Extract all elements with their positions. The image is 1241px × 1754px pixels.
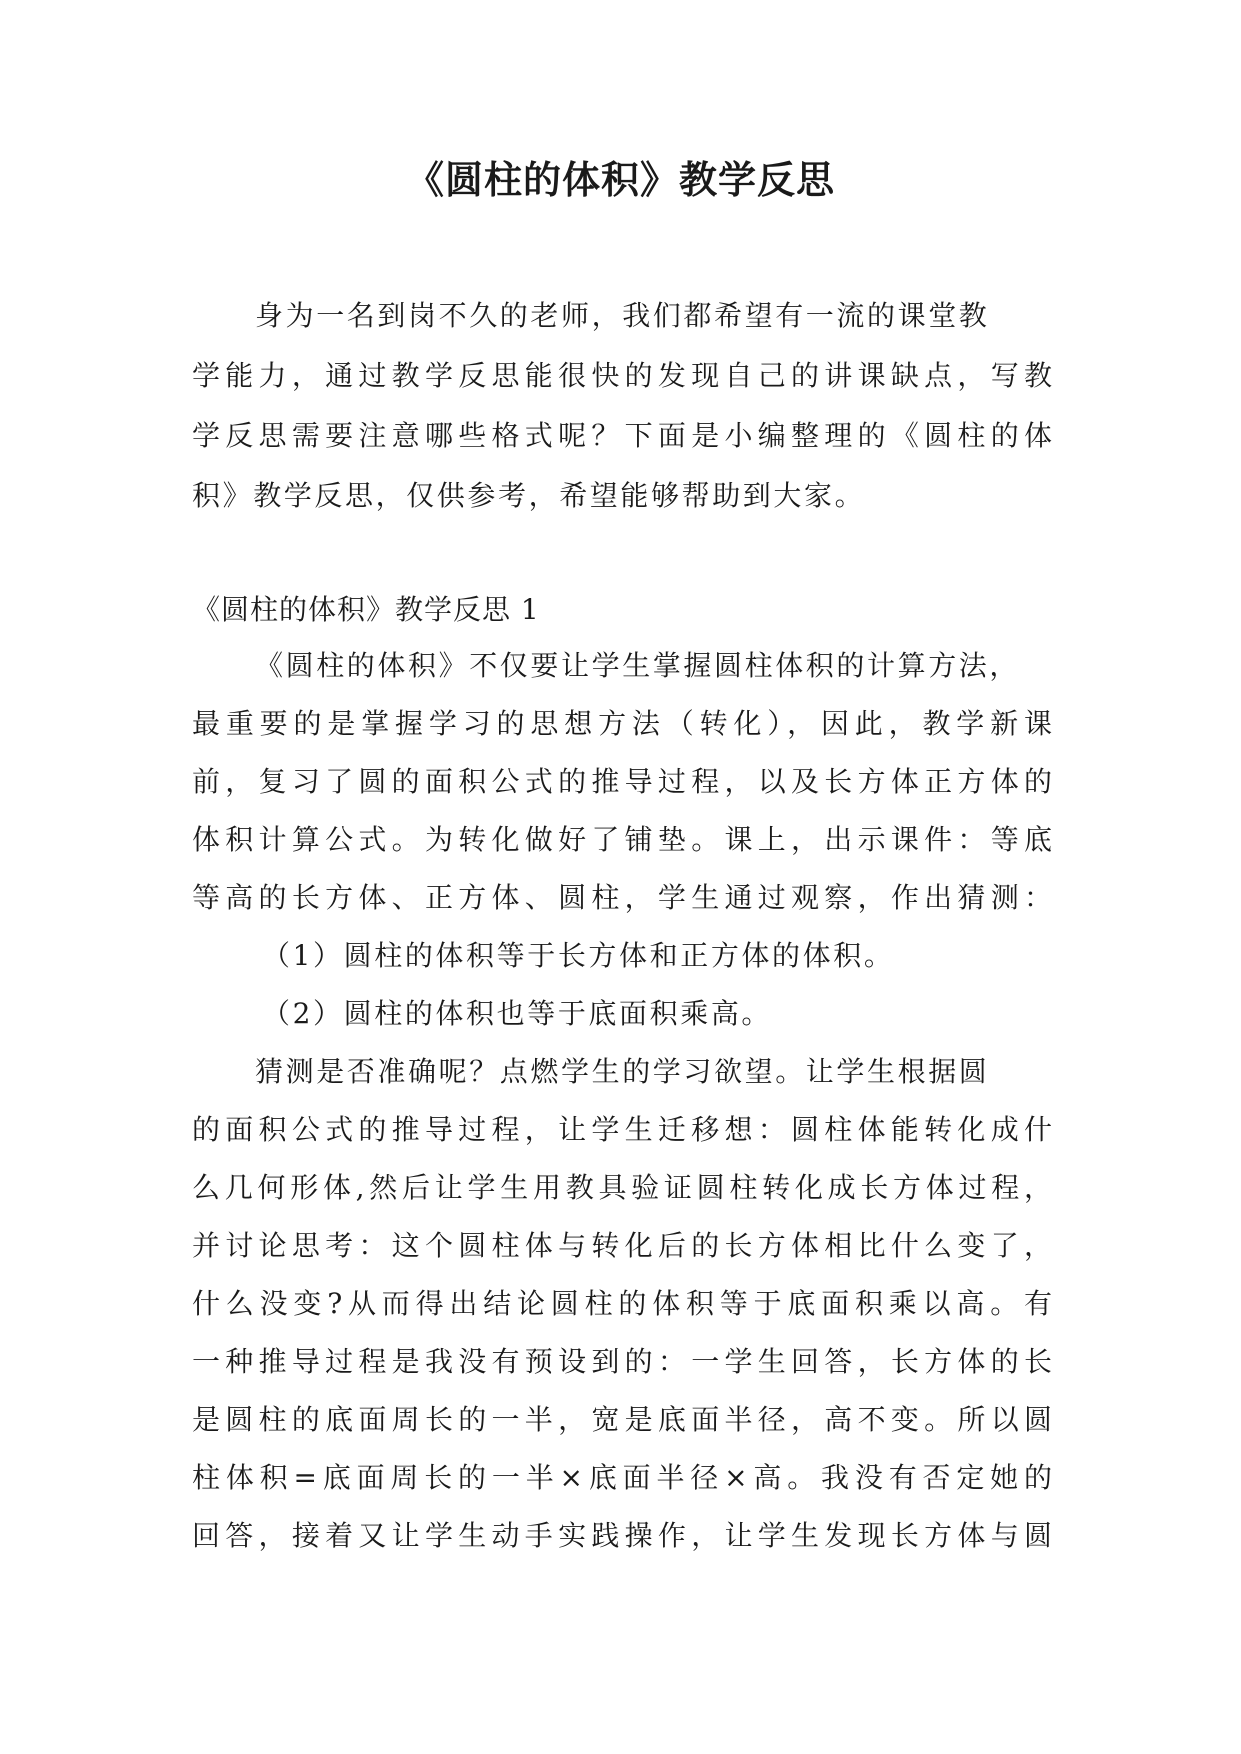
body-line: 并讨论思考：这个圆柱体与转化后的长方体相比什么变了， <box>192 1229 1052 1262</box>
body-line: 《圆柱的体积》不仅要让学生掌握圆柱体积的计算方法， <box>255 649 1021 682</box>
body-line: 回答，接着又让学生动手实践操作，让学生发现长方体与圆 <box>192 1519 1052 1552</box>
body-line: 的面积公式的推导过程，让学生迁移想：圆柱体能转化成什 <box>192 1113 1052 1146</box>
intro-line: 身为一名到岗不久的老师，我们都希望有一流的课堂教 <box>255 299 990 332</box>
body-line: 等高的长方体、正方体、圆柱，学生通过观察，作出猜测： <box>192 881 1052 914</box>
body-line: 什么没变?从而得出结论圆柱的体积等于底面积乘以高。有 <box>192 1287 1052 1320</box>
body-line: 么几何形体,然后让学生用教具验证圆柱转化成长方体过程， <box>192 1171 1052 1204</box>
document-title: 《圆柱的体积》教学反思 <box>405 158 835 202</box>
body-line: 前，复习了圆的面积公式的推导过程，以及长方体正方体的 <box>192 765 1052 798</box>
body-line: （1）圆柱的体积等于长方体和正方体的体积。 <box>262 939 895 972</box>
section-heading: 《圆柱的体积》教学反思 1 <box>192 593 540 626</box>
body-line: 是圆柱的底面周长的一半，宽是底面半径，高不变。所以圆 <box>192 1403 1052 1436</box>
intro-line: 积》教学反思，仅供参考，希望能够帮助到大家。 <box>192 479 866 512</box>
body-line: 一种推导过程是我没有预设到的：一学生回答，长方体的长 <box>192 1345 1052 1378</box>
body-line: 最重要的是掌握学习的思想方法（转化），因此，教学新课 <box>192 707 1052 740</box>
body-line: （2）圆柱的体积也等于底面积乘高。 <box>262 997 773 1030</box>
intro-line: 学反思需要注意哪些格式呢？下面是小编整理的《圆柱的体 <box>192 419 1052 452</box>
intro-line: 学能力，通过教学反思能很快的发现自己的讲课缺点，写教 <box>192 359 1052 392</box>
body-line: 柱体积=底面周长的一半×底面半径×高。我没有否定她的 <box>192 1461 1052 1494</box>
body-line: 猜测是否准确呢？点燃学生的学习欲望。让学生根据圆 <box>255 1055 990 1088</box>
body-line: 体积计算公式。为转化做好了铺垫。课上，出示课件：等底 <box>192 823 1052 856</box>
